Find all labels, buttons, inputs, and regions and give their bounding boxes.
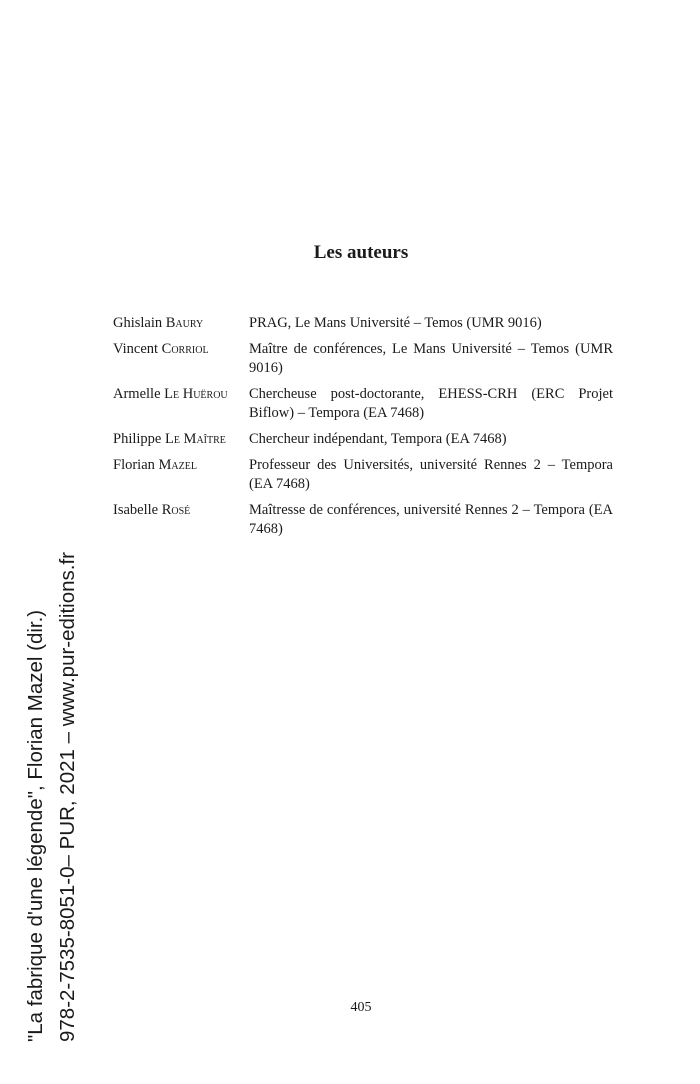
author-affiliation: Maître de conférences, Le Mans Université – Temos (UMR 9016) bbox=[249, 341, 613, 376]
author-entry bbox=[113, 340, 613, 378]
author-last-name: Baury bbox=[165, 315, 204, 331]
author-first-name: Ghislain bbox=[113, 315, 163, 331]
page-number: 405 bbox=[350, 1000, 372, 1015]
author-first-name: Isabelle bbox=[113, 502, 159, 518]
author-name bbox=[113, 340, 249, 378]
author-first-name: Philippe bbox=[113, 431, 162, 447]
author-entry bbox=[113, 456, 613, 494]
author-affiliation: Professeur des Universités, université Rennes 2 – Tempora (EA 7468) bbox=[249, 457, 613, 492]
side-notice-isbn-line: 978-2-7535-8051-0– PUR, 2021 – www.pur-editions.fr bbox=[56, 552, 79, 1042]
author-name bbox=[113, 456, 249, 494]
author-entry bbox=[113, 314, 613, 333]
author-entry bbox=[113, 501, 613, 539]
author-affiliation: Chercheur indépendant, Tempora (EA 7468) bbox=[249, 431, 507, 447]
author-name bbox=[113, 314, 249, 333]
author-last-name: Mazel bbox=[158, 457, 197, 473]
author-name bbox=[113, 501, 249, 539]
author-affiliation: PRAG, Le Mans Université – Temos (UMR 9016) bbox=[249, 315, 542, 331]
side-notice-title-line: "La fabrique d'une légende", Florian Mazel (dir.) bbox=[24, 609, 47, 1042]
author-last-name: Le Maître bbox=[164, 431, 226, 447]
author-affiliation: Maîtresse de conférences, université Rennes 2 – Tempora (EA 7468) bbox=[249, 502, 613, 537]
author-name bbox=[113, 430, 249, 449]
authors-list bbox=[113, 314, 613, 546]
author-last-name: Le Huërou bbox=[164, 386, 228, 402]
author-affiliation: Chercheuse post-doctorante, EHESS-CRH (ERC Projet Biflow) – Tempora (EA 7468) bbox=[249, 386, 613, 421]
author-first-name: Vincent bbox=[113, 341, 159, 357]
author-entry bbox=[113, 430, 613, 449]
author-first-name: Armelle bbox=[113, 386, 161, 402]
author-entry bbox=[113, 385, 613, 423]
page-title: Les auteurs bbox=[313, 242, 409, 263]
author-name bbox=[113, 385, 249, 423]
author-last-name: Corriol bbox=[161, 341, 209, 357]
author-first-name: Florian bbox=[113, 457, 155, 473]
publisher-side-notice bbox=[20, 552, 84, 1042]
author-last-name: Rosé bbox=[161, 502, 191, 518]
